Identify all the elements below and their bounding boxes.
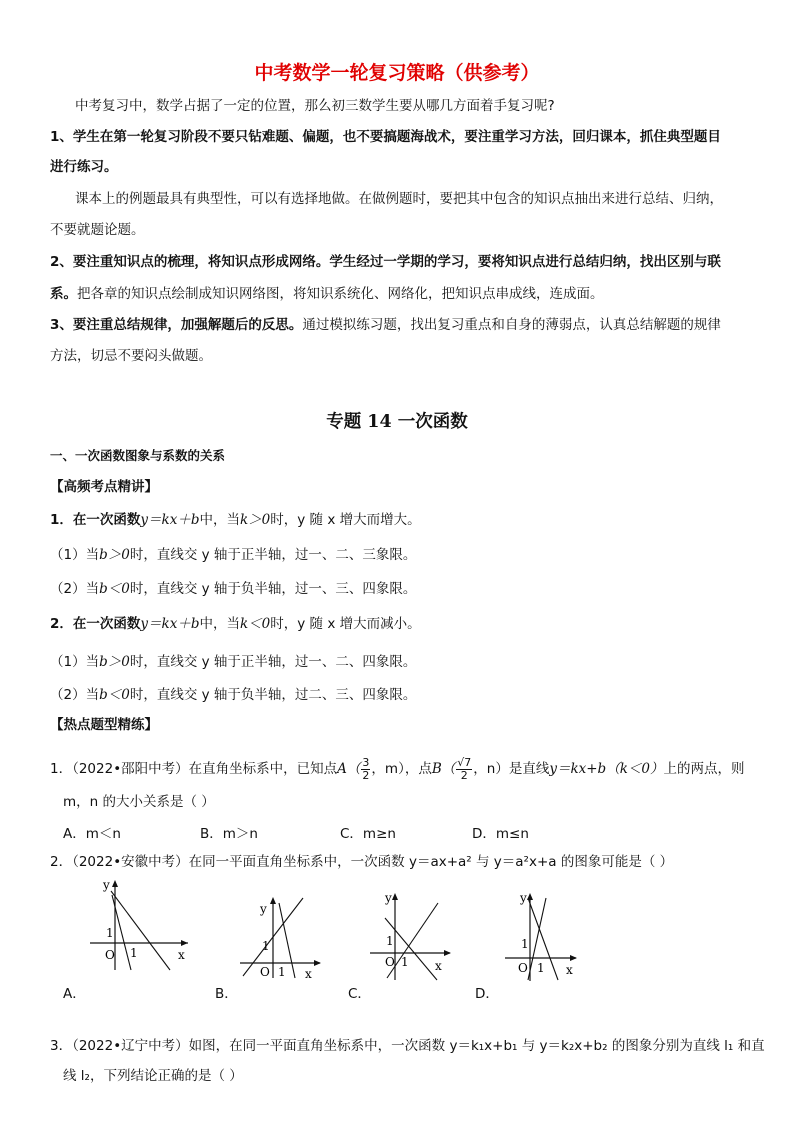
- tick-label-1-y: 1: [386, 934, 394, 948]
- kp2-k: k＜0: [239, 616, 271, 632]
- kp1-prefix: 1．在一次函数: [50, 512, 141, 528]
- point-1-line-1: 1、学生在第一轮复习阶段不要只钻难题、偏题，也不要搞题海战术，要注重学习方法，回归课本，抓住典型题目: [50, 129, 721, 145]
- x-axis-arrow: [570, 955, 577, 961]
- kp1-k: k＞0: [239, 512, 271, 528]
- high-frequency-heading: 【高频考点精讲】: [50, 479, 158, 495]
- intro-paragraph: 中考复习中，数学占据了一定的位置，那么初三数学生要从哪几方面着手复习呢?: [75, 98, 555, 114]
- point-2-text: 把各章的知识点绘制成知识网络图，将知识系统化、网络化，把知识点串成线，连成面。: [77, 286, 604, 302]
- kp2a-pre: （1）当: [50, 654, 100, 670]
- topic-heading: 专题 14 一次函数: [326, 412, 468, 432]
- x-label: x: [305, 967, 312, 980]
- point-2-bold: 系。: [50, 286, 77, 302]
- y-label: y: [520, 891, 527, 905]
- point-2-line-1: 2、要注重知识点的梳理，将知识点形成网络。学生经过一学期的学习，要将知识点进行总结归纳，找出区别与联: [50, 254, 721, 270]
- q2-option-d[interactable]: D．: [475, 986, 499, 1002]
- point-1-line-4: 不要就题论题。: [50, 222, 145, 238]
- doc-title: 中考数学一轮复习策略（供参考）: [254, 62, 540, 84]
- q2-graph-a: [85, 875, 195, 975]
- q2-graph-c: [365, 888, 460, 983]
- q2-graph-b: [235, 888, 330, 980]
- frac-numerator: √7: [457, 755, 472, 769]
- kp1-post: 时，y 随 x 增大而增大。: [270, 512, 421, 528]
- question-3-line-1: 3．（2022•辽宁中考）如图，在同一平面直角坐标系中，一次函数 y＝k₁x+b₁ 与 y＝k₂x+b₂ 的图象分别为直线 l₁ 和直: [50, 1038, 765, 1054]
- y-label: y: [385, 891, 392, 905]
- origin-label: O: [518, 961, 528, 975]
- kp1-mid: 中，当: [199, 512, 240, 528]
- q1-option-d[interactable]: D．m≤n: [472, 826, 529, 842]
- kp1a-pre: （1）当: [50, 547, 100, 563]
- kp2-post: 时，y 随 x 增大而减小。: [270, 616, 421, 632]
- kp2b-pre: （2）当: [50, 687, 100, 703]
- y-axis-arrow: [270, 897, 276, 904]
- question-1-line-2: m，n 的大小关系是（ ）: [63, 794, 215, 810]
- q1-option-c[interactable]: C．m≥n: [340, 826, 396, 842]
- line-1: [111, 891, 170, 970]
- key-point-1: [50, 511, 421, 529]
- line-2: [385, 918, 437, 980]
- tick-label-1-y: 1: [521, 937, 529, 951]
- key-point-2a: [50, 653, 416, 671]
- point-1-line-2: 进行练习。: [50, 159, 118, 175]
- kp2b-b: b＜0: [99, 687, 130, 703]
- x-label: x: [435, 959, 442, 973]
- tick-label-1-y: 1: [262, 939, 270, 953]
- origin-label: O: [385, 955, 395, 969]
- question-1-line-1: [50, 754, 744, 784]
- kp2b-post: 时，直线交 y 轴于负半轴，过二、三、四象限。: [129, 687, 417, 703]
- origin-label: O: [105, 948, 115, 962]
- point-2-line-2: [50, 285, 604, 303]
- kp1b-b: b＜0: [99, 581, 130, 597]
- kp2a-post: 时，直线交 y 轴于正半轴，过一、二、四象限。: [129, 654, 417, 670]
- kp1a-b: b＞0: [99, 547, 130, 563]
- q1-post: 上的两点，则: [663, 761, 745, 777]
- kp2a-b: b＞0: [99, 654, 130, 670]
- question-2-text: 2．（2022•安徽中考）在同一平面直角坐标系中，一次函数 y＝ax+a² 与 y＝a²x+a 的图象可能是（ ）: [50, 854, 674, 870]
- kp1a-post: 时，直线交 y 轴于正半轴，过一、二、三象限。: [129, 547, 417, 563]
- point-3-text: 通过模拟练习题，找出复习重点和自身的薄弱点，认真总结解题的规律: [302, 317, 721, 333]
- q1-pre: 1．（2022•邵阳中考）在直角坐标系中，已知点: [50, 761, 338, 777]
- tick-label-1-x: 1: [130, 946, 138, 960]
- key-point-1b: [50, 580, 416, 598]
- point-3-line-2: 方法，切忌不要闷头做题。: [50, 348, 212, 364]
- q1-b-end: ，n）是直线: [473, 761, 550, 777]
- y-label: y: [103, 878, 110, 892]
- point-3-line-1: [50, 316, 721, 334]
- q1-frac-3-2: [361, 757, 370, 782]
- q1-frac-sqrt7-2: [456, 757, 472, 782]
- x-axis-arrow: [444, 950, 451, 956]
- y-axis-arrow: [392, 893, 398, 900]
- tick-label-1-y: 1: [106, 926, 114, 940]
- q2-option-c[interactable]: C．: [348, 986, 371, 1002]
- q2-graph-d: [500, 888, 585, 983]
- origin-label: O: [260, 965, 270, 979]
- q1-option-a[interactable]: A．m＜n: [63, 826, 121, 842]
- question-3-line-2: 线 l₂，下列结论正确的是（ ）: [63, 1068, 243, 1084]
- q1-a-end: ，m），点: [371, 761, 432, 777]
- y-axis-arrow: [112, 880, 118, 887]
- key-point-2: [50, 615, 421, 633]
- key-point-1a: [50, 546, 416, 564]
- q2-option-a[interactable]: A．: [63, 986, 86, 1002]
- kp1-eq: y＝kx＋b: [140, 512, 200, 528]
- frac-denominator: 2: [362, 768, 370, 782]
- hot-topics-heading: 【热点题型精练】: [50, 717, 158, 733]
- q1-a: A（: [337, 761, 361, 777]
- tick-label-1-x: 1: [401, 955, 409, 969]
- q2-option-b[interactable]: B．: [215, 986, 238, 1002]
- kp1b-pre: （2）当: [50, 581, 100, 597]
- x-axis-arrow: [314, 960, 321, 966]
- q1-line-eq: y＝kx+b（k＜0）: [549, 761, 664, 777]
- kp1b-post: 时，直线交 y 轴于负半轴，过一、三、四象限。: [129, 581, 417, 597]
- x-axis-arrow: [181, 940, 188, 946]
- y-label: y: [260, 902, 267, 916]
- point-1-line-3: 课本上的例题最具有典型性，可以有选择地做。在做例题时，要把其中包含的知识点抽出来进行总结、归纳，: [75, 191, 723, 207]
- point-3-bold: 3、要注重总结规律，加强解题后的反思。: [50, 317, 303, 333]
- tick-label-1-x: 1: [278, 965, 286, 979]
- section-heading: 一、一次函数图象与系数的关系: [50, 448, 226, 463]
- key-point-2b: [50, 686, 416, 704]
- x-label: x: [566, 963, 573, 977]
- frac-numerator: 3: [362, 755, 370, 769]
- q1-b: B（: [431, 761, 456, 777]
- frac-denominator: 2: [460, 768, 468, 782]
- kp2-prefix: 2．在一次函数: [50, 616, 141, 632]
- q1-option-b[interactable]: B．m＞n: [200, 826, 258, 842]
- kp2-mid: 中，当: [199, 616, 240, 632]
- x-label: x: [178, 948, 185, 962]
- kp2-eq: y＝kx＋b: [140, 616, 200, 632]
- tick-label-1-x: 1: [537, 961, 545, 975]
